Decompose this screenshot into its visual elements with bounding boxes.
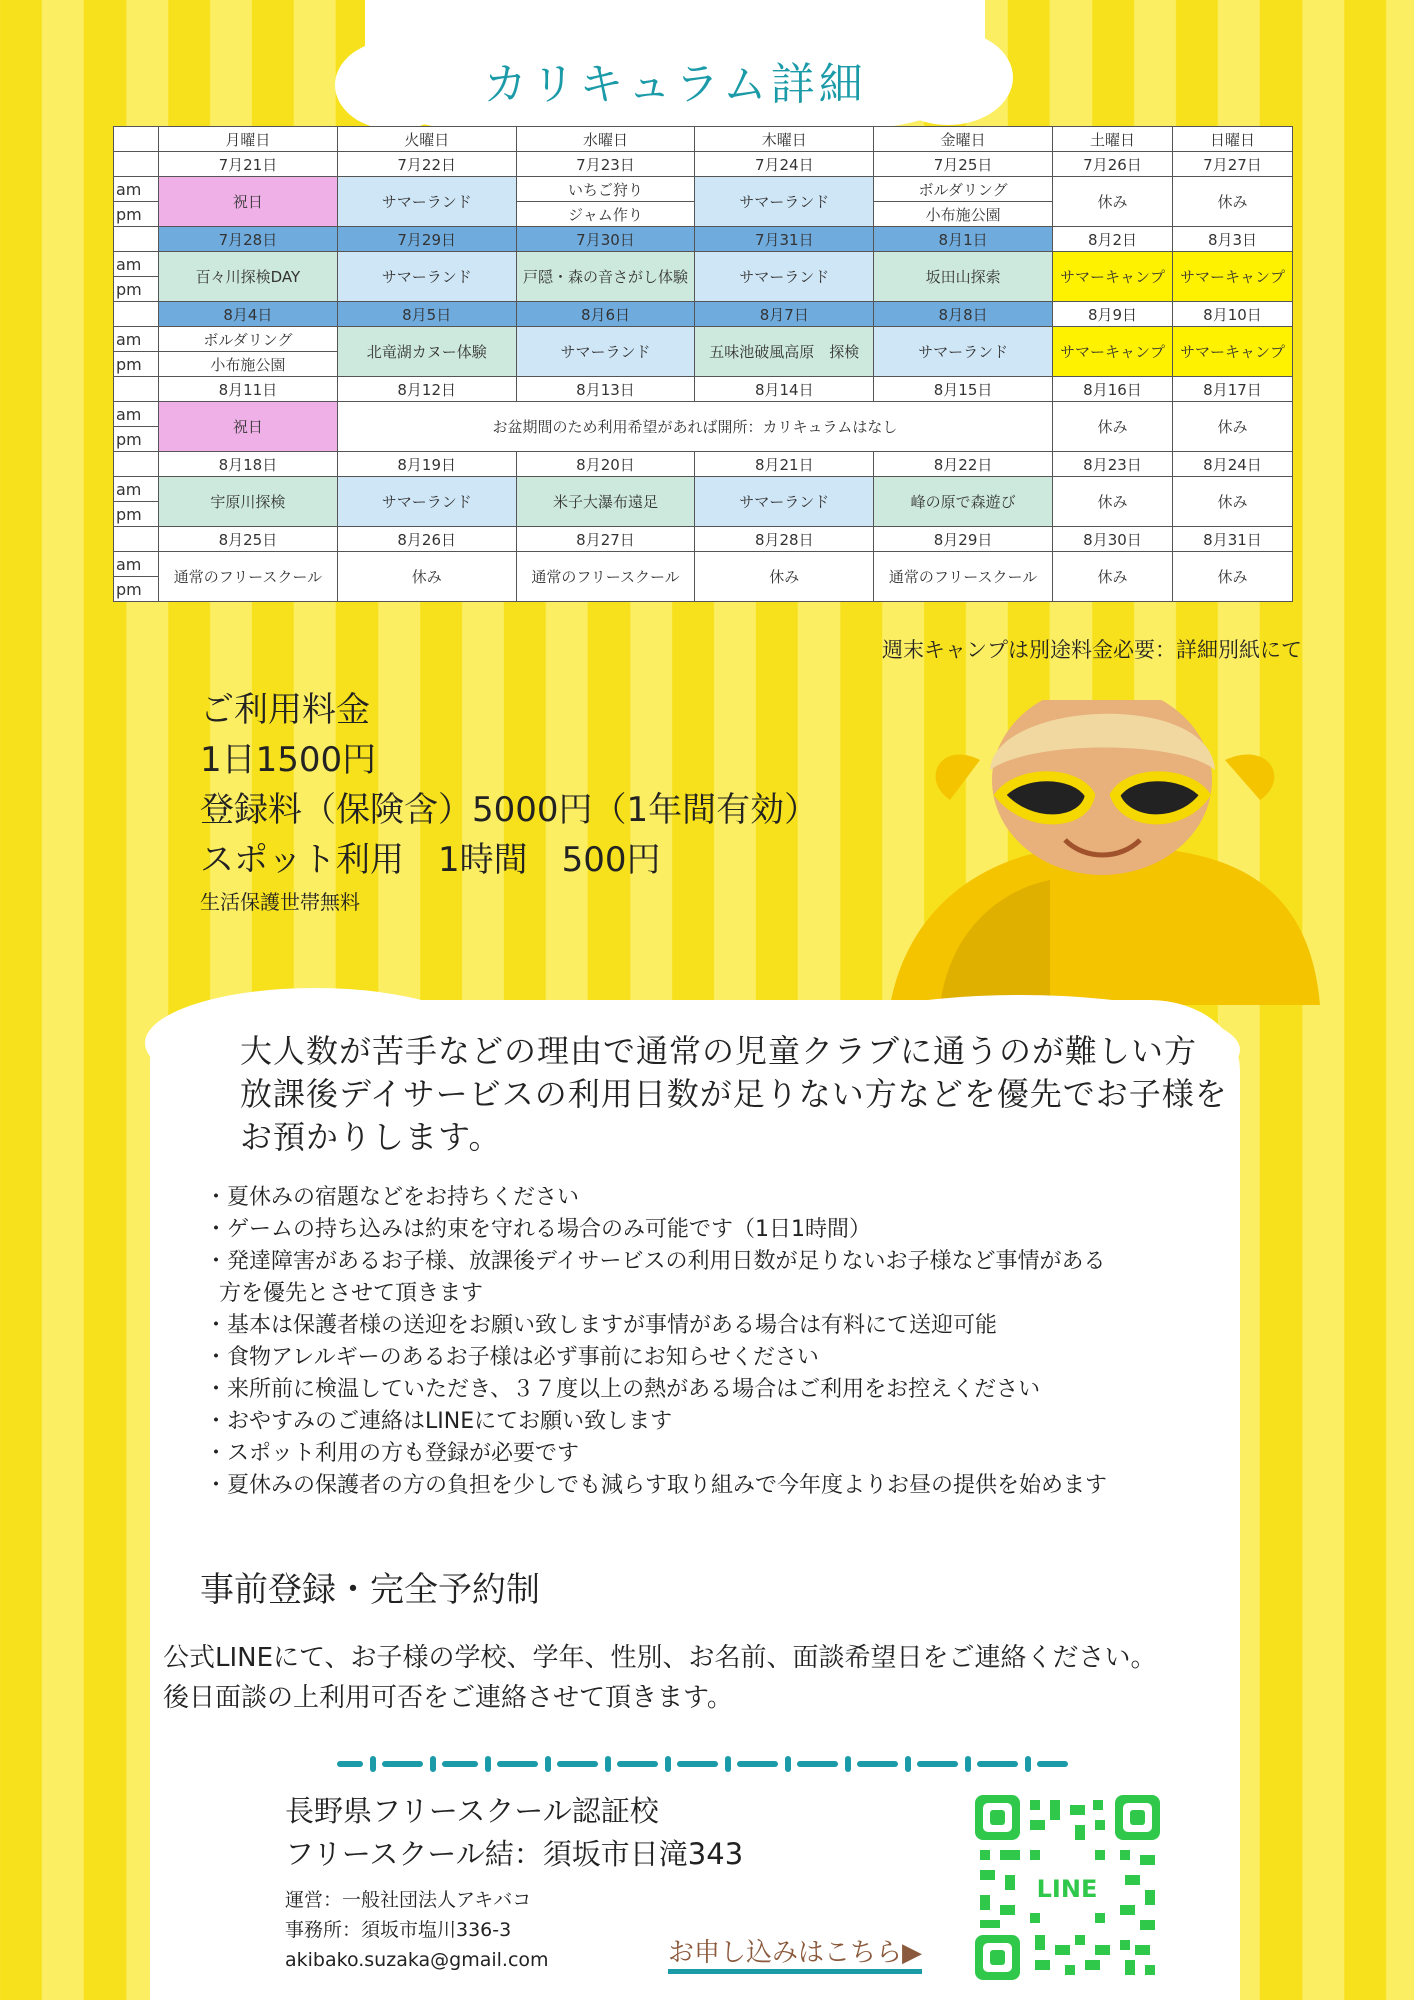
- date-row: [114, 377, 1293, 402]
- list-item: 方を優先とさせて頂きます: [219, 1281, 484, 1306]
- date-row: [114, 527, 1293, 552]
- date-cell: 8月24日: [1173, 452, 1293, 477]
- date-cell: 7月22日: [337, 152, 516, 177]
- date-cell: 8月4日: [159, 302, 338, 327]
- date-cell: 8月9日: [1053, 302, 1173, 327]
- fee-spot: スポット利用 1時間 500円: [200, 840, 661, 880]
- date-row: [114, 452, 1293, 477]
- obon-notice: お盆期間のため利用希望があれば開所：カリキュラムはなし: [337, 402, 1052, 452]
- am-label: am: [114, 552, 159, 577]
- date-cell: 8月10日: [1173, 302, 1293, 327]
- activity-cell: 通常のフリースクール: [159, 552, 338, 602]
- date-cell: 8月12日: [337, 377, 516, 402]
- activity-cell: 峰の原で森遊び: [874, 477, 1053, 527]
- activity-cell: 坂田山探索: [874, 252, 1053, 302]
- intro-text: 大人数が苦手などの理由で通常の児童クラブに通うのが難しい方 放課後デイサービスの利用日数が足りない方などを優先でお子様を お預かりします。: [240, 1032, 1228, 1156]
- fee-daily: 1日1500円: [200, 740, 377, 780]
- date-cell: 8月22日: [874, 452, 1053, 477]
- activity-cell: 休み: [1173, 402, 1293, 452]
- activity-row: [114, 177, 1293, 202]
- activity-cell: 小布施公園: [159, 352, 338, 377]
- date-cell: 8月30日: [1053, 527, 1173, 552]
- day-header-row: [114, 127, 1293, 152]
- date-cell: 7月31日: [695, 227, 874, 252]
- activity-cell: ジャム作り: [516, 202, 695, 227]
- date-cell: 8月25日: [159, 527, 338, 552]
- activity-cell: 休み: [1053, 177, 1173, 227]
- activity-cell: サマーランド: [337, 177, 516, 227]
- date-cell: 8月31日: [1173, 527, 1293, 552]
- activity-cell: 休み: [695, 552, 874, 602]
- fee-section: [200, 685, 818, 919]
- activity-cell: ボルダリング: [874, 177, 1053, 202]
- registration-text: 公式LINEにて、お子様の学校、学年、性別、お名前、面談希望日をご連絡ください。 後日面談の上利用可否をご連絡させて頂きます。: [163, 1643, 1157, 1713]
- list-item: ・ 食物アレルギーのあるお子様は必ず事前にお知らせください: [205, 1342, 1107, 1374]
- pm-label: pm: [114, 502, 159, 527]
- date-cell: 8月11日: [159, 377, 338, 402]
- activity-cell: 休み: [1053, 552, 1173, 602]
- date-cell: 8月16日: [1053, 377, 1173, 402]
- activity-cell: サマーキャンプ: [1053, 252, 1173, 302]
- date-cell: 8月20日: [516, 452, 695, 477]
- apply-link[interactable]: お申し込みはこちら▶: [668, 1932, 922, 1974]
- date-cell: 8月19日: [337, 452, 516, 477]
- list-item: ・ 夏休みの宿題などをお持ちください: [205, 1182, 1107, 1214]
- registration-heading: 事前登録・完全予約制: [200, 1570, 540, 1610]
- list-item: ・ 来所前に検温していただき、３７度以上の熱がある場合はご利用をお控えください: [205, 1374, 1107, 1406]
- activity-cell: 祝日: [159, 402, 338, 452]
- date-cell: 8月7日: [695, 302, 874, 327]
- date-cell: 8月21日: [695, 452, 874, 477]
- list-item: ・ ゲームの持ち込みは約束を守れる場合のみ可能です（1日1時間）: [205, 1214, 1107, 1246]
- date-cell: 8月26日: [337, 527, 516, 552]
- am-label: am: [114, 252, 159, 277]
- activity-cell: 祝日: [159, 177, 338, 227]
- date-cell: 8月14日: [695, 377, 874, 402]
- line-qr-code-icon[interactable]: [975, 1795, 1160, 1980]
- activity-cell: 北竜湖カヌー体験: [337, 327, 516, 377]
- day-fri: 金曜日: [874, 127, 1053, 152]
- list-item: ・ 基本は保護者様の送迎をお願い致しますが事情がある場合は有料にて送迎可能: [205, 1310, 1107, 1342]
- date-cell: 8月18日: [159, 452, 338, 477]
- camp-fee-note: 週末キャンプは別途料金必要：詳細別紙にて: [882, 638, 1302, 662]
- day-thu: 木曜日: [695, 127, 874, 152]
- list-item: ・ おやすみのご連絡はLINEにてお願い致します: [205, 1406, 1107, 1438]
- date-row: [114, 302, 1293, 327]
- date-row: [114, 152, 1293, 177]
- date-cell: 7月25日: [874, 152, 1053, 177]
- am-label: am: [114, 327, 159, 352]
- activity-cell: 休み: [1053, 477, 1173, 527]
- date-cell: 8月8日: [874, 302, 1053, 327]
- day-wed: 水曜日: [516, 127, 695, 152]
- activity-cell: サマーランド: [695, 252, 874, 302]
- child-with-sunglasses-photo: [880, 700, 1414, 1005]
- activity-cell: 休み: [1173, 477, 1293, 527]
- activity-cell: 通常のフリースクール: [874, 552, 1053, 602]
- school-info: 長野県フリースクール認証校 フリースクール結：須坂市日滝343: [285, 1794, 744, 1871]
- activity-cell: サマーキャンプ: [1053, 327, 1173, 377]
- activity-cell: ボルダリング: [159, 327, 338, 352]
- date-cell: 7月21日: [159, 152, 338, 177]
- activity-cell: サマーランド: [695, 177, 874, 227]
- activity-cell: 休み: [337, 552, 516, 602]
- activity-row: [114, 477, 1293, 502]
- date-cell: 8月28日: [695, 527, 874, 552]
- fee-registration: 登録料（保険含）5000円（1年間有効）: [200, 790, 819, 830]
- pm-label: pm: [114, 277, 159, 302]
- am-label: am: [114, 402, 159, 427]
- activity-cell: サマーランド: [695, 477, 874, 527]
- list-item: ・ 夏休みの保護者の方の負担を少しでも減らす取り組みで今年度よりお昼の提供を始めます: [205, 1470, 1107, 1502]
- activity-cell: サマーランド: [337, 477, 516, 527]
- date-cell: 8月29日: [874, 527, 1053, 552]
- date-cell: 8月3日: [1173, 227, 1293, 252]
- activity-cell: いちご狩り: [516, 177, 695, 202]
- activity-row: [114, 552, 1293, 577]
- list-item: ・ 発達障害があるお子様、放課後デイサービスの利用日数が足りないお子様など事情がある: [205, 1246, 1107, 1278]
- activity-row: [114, 252, 1293, 277]
- activity-cell: 休み: [1173, 552, 1293, 602]
- am-label: am: [114, 477, 159, 502]
- activity-cell: 米子大瀑布遠足: [516, 477, 695, 527]
- activity-cell: サマーランド: [874, 327, 1053, 377]
- day-mon: 月曜日: [159, 127, 338, 152]
- pm-label: pm: [114, 352, 159, 377]
- pm-label: pm: [114, 427, 159, 452]
- activity-cell: 休み: [1053, 402, 1173, 452]
- date-cell: 8月23日: [1053, 452, 1173, 477]
- activity-cell: 小布施公園: [874, 202, 1053, 227]
- date-cell: 8月27日: [516, 527, 695, 552]
- rules-list: [205, 1182, 1107, 1502]
- date-cell: 7月23日: [516, 152, 695, 177]
- date-cell: 7月27日: [1173, 152, 1293, 177]
- activity-row: [114, 327, 1293, 352]
- activity-cell: サマーランド: [516, 327, 695, 377]
- day-tue: 火曜日: [337, 127, 516, 152]
- activity-cell: 宇原川探検: [159, 477, 338, 527]
- activity-cell: サマーキャンプ: [1173, 327, 1293, 377]
- date-cell: 8月17日: [1173, 377, 1293, 402]
- am-label: am: [114, 177, 159, 202]
- date-cell: 8月13日: [516, 377, 695, 402]
- operator-info: 運営：一般社団法人アキバコ 事務所：須坂市塩川336-3 akibako.suzaka@gmail.com: [285, 1885, 549, 1975]
- date-cell: 7月26日: [1053, 152, 1173, 177]
- activity-row: [114, 402, 1293, 427]
- fee-heading: ご利用料金: [200, 690, 370, 730]
- activity-cell: サマーキャンプ: [1173, 252, 1293, 302]
- date-cell: 7月28日: [159, 227, 338, 252]
- activity-cell: 戸隠・森の音さがし体験: [516, 252, 695, 302]
- page-title: カリキュラム詳細: [483, 59, 867, 110]
- fee-welfare: 生活保護世帯無料: [200, 890, 360, 914]
- pm-label: pm: [114, 577, 159, 602]
- activity-cell: 五味池破風高原 探検: [695, 327, 874, 377]
- qr-line-label: LINE: [1036, 1875, 1098, 1903]
- day-sat: 土曜日: [1053, 127, 1173, 152]
- email-address[interactable]: akibako.suzaka@gmail.com: [285, 1949, 549, 1971]
- curriculum-calendar: [113, 126, 1293, 602]
- activity-cell: サマーランド: [337, 252, 516, 302]
- date-cell: 8月2日: [1053, 227, 1173, 252]
- date-cell: 8月15日: [874, 377, 1053, 402]
- date-cell: 7月30日: [516, 227, 695, 252]
- activity-cell: 百々川探検DAY: [159, 252, 338, 302]
- date-cell: 8月5日: [337, 302, 516, 327]
- activity-cell: 休み: [1173, 177, 1293, 227]
- pm-label: pm: [114, 202, 159, 227]
- date-cell: 8月1日: [874, 227, 1053, 252]
- date-cell: 8月6日: [516, 302, 695, 327]
- activity-cell: 通常のフリースクール: [516, 552, 695, 602]
- date-row: [114, 227, 1293, 252]
- decorative-divider: [335, 1754, 1075, 1774]
- list-item: ・ スポット利用の方も登録が必要です: [205, 1438, 1107, 1470]
- date-cell: 7月29日: [337, 227, 516, 252]
- day-sun: 日曜日: [1173, 127, 1293, 152]
- date-cell: 7月24日: [695, 152, 874, 177]
